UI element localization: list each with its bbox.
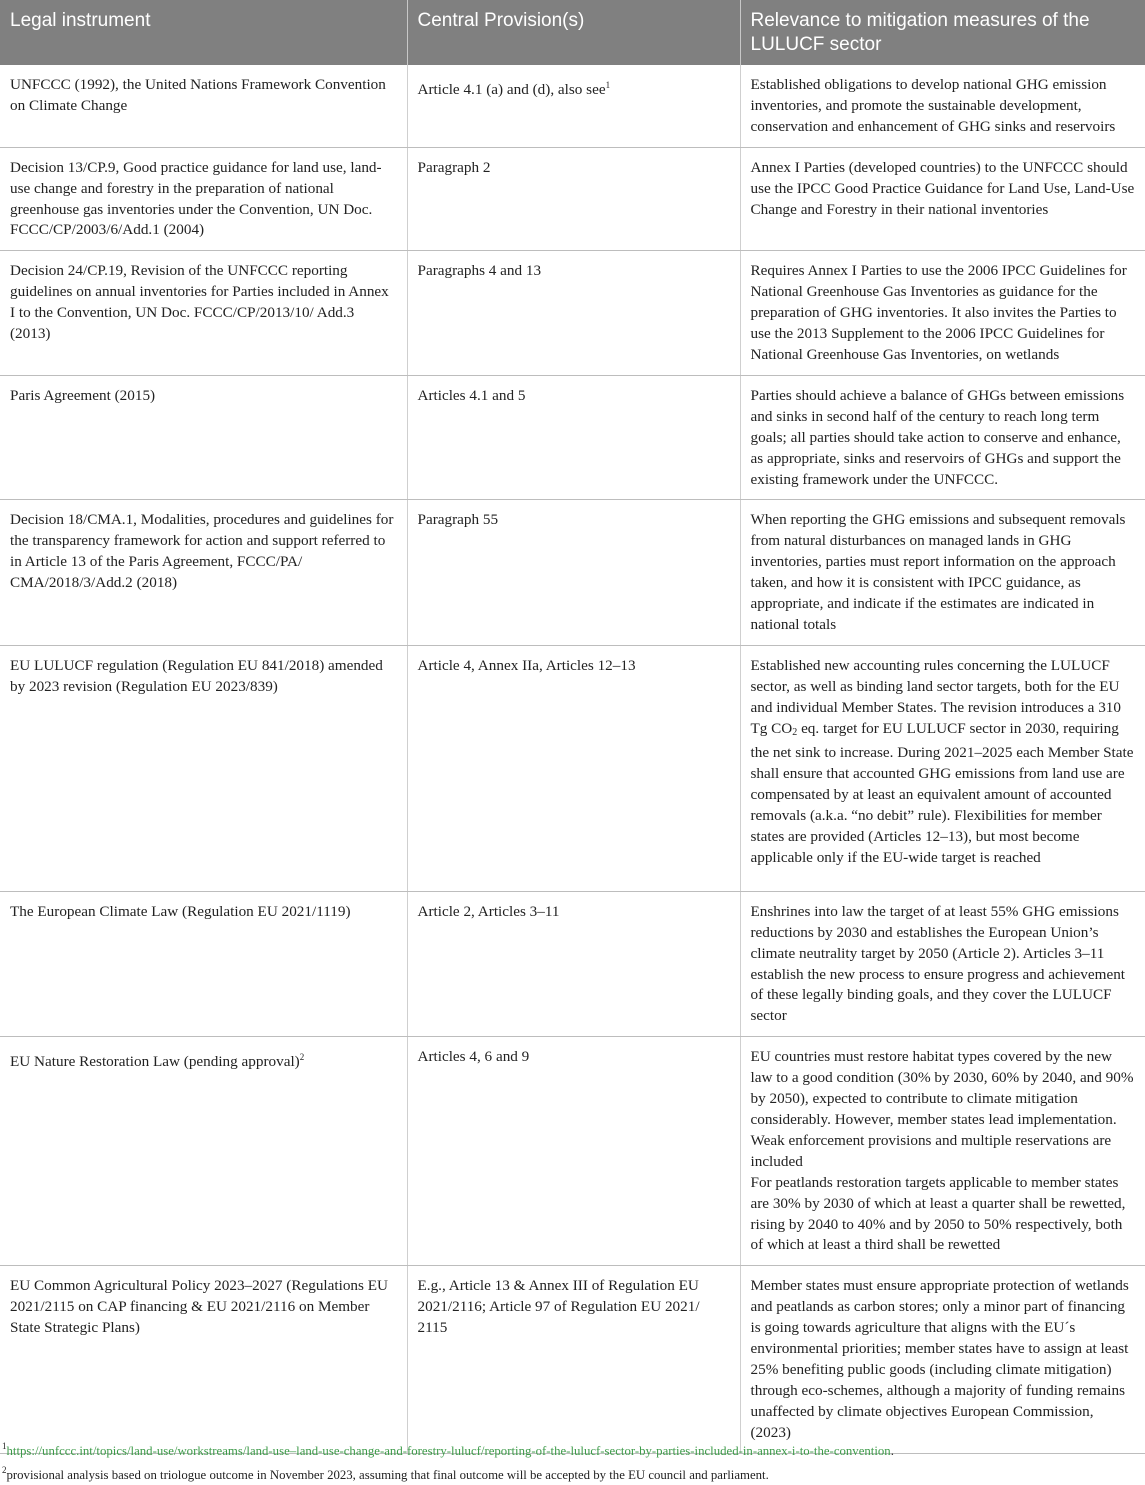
relevance-paragraph: EU countries must restore habitat types covered by the new law to a good condition (30% by 2030, 60% by 2040, and 90% by 2050), expected to contribute to climate mitigation considerably. However, member states lead implementation. Weak enforcement provisions and multiple reservations are included <box>750 1048 1134 1170</box>
relevance-text: Established new accounting rules concerning the LULUCF sector, as well as binding land sector targets, both for the EU and individual Member States. The revision introduces a 310 Tg CO <box>750 656 1121 737</box>
cell-provision: Article 4, Annex IIa, Articles 12–13 <box>407 645 740 891</box>
cell-instrument: EU Common Agricultural Policy 2023–2027 (Regulations EU 2021/2115 on CAP financing & EU 2021/2116 on Member State Strategic Plans) <box>0 1266 407 1453</box>
cell-instrument: The European Climate Law (Regulation EU 2021/1119) <box>0 891 407 1036</box>
footnote-mark: 1 <box>2 1441 7 1451</box>
table-row <box>0 375 1145 500</box>
cell-instrument <box>0 1037 407 1266</box>
relevance-text-cont: eq. target for EU LULUCF sector in 2030, requiring the net sink to increase. During 2021–2025 each Member State shall ensure that accounted GHG emissions from land use are compensated by at least an equivalent amount of accounted removals (a.k.a. “no debit” rule). Flexibilities for member states are provided (Articles 12–13), but most become applicable only if the EU-wide target is reached <box>750 719 1134 866</box>
cell-provision: Articles 4, 6 and 9 <box>407 1037 740 1266</box>
cell-instrument: UNFCCC (1992), the United Nations Framework Convention on Climate Change <box>0 65 407 147</box>
cell-relevance: Enshrines into law the target of at least 55% GHG emissions reductions by 2030 and establishes the European Union’s climate neutrality target by 2050 (Article 2). Articles 3–11 establish the new process to ensure progress and achievement of these legally binding goals, and they cover the LULUCF sector <box>740 891 1145 1036</box>
table-row <box>0 645 1145 891</box>
table-row <box>0 1037 1145 1266</box>
cell-provision: Article 2, Articles 3–11 <box>407 891 740 1036</box>
cell-instrument: Paris Agreement (2015) <box>0 375 407 500</box>
cell-instrument: Decision 24/CP.19, Revision of the UNFCCC reporting guidelines on annual inventories for Parties included in Annex I to the Convention, UN Doc. FCCC/CP/2013/10/ Add.3 (2013) <box>0 251 407 376</box>
footnote-2 <box>0 1461 1145 1485</box>
cell-provision: Paragraph 55 <box>407 500 740 645</box>
cell-instrument: Decision 13/CP.9, Good practice guidance for land use, land-use change and forestry in the preparation of national greenhouse gas inventories under the Convention, UN Doc. FCCC/CP/2003/6/Add.1 (2004) <box>0 147 407 251</box>
header-relevance: Relevance to mitigation measures of the LULUCF sector <box>740 0 1145 65</box>
table-row <box>0 65 1145 147</box>
footnote-ref: 1 <box>605 80 611 90</box>
relevance-paragraph-peatlands: For peatlands restoration targets applicable to member states are 30% by 2030 of which at least a quarter shall be rewetted, rising by 2040 to 40% and by 2050 to 50% respectively, both of which at least a third shall be rewetted <box>750 1173 1126 1254</box>
footnote-period: . <box>890 1444 894 1458</box>
footnote-mark: 2 <box>2 1465 7 1475</box>
cell-relevance: When reporting the GHG emissions and subsequent removals from natural disturbances on managed lands in GHG inventories, parties must report information on the approach taken, and how it is consistent with IPCC guidance, as appropriate, and indicate if the estimates are indicated in national totals <box>740 500 1145 645</box>
table-row <box>0 147 1145 251</box>
cell-relevance: Established obligations to develop national GHG emission inventories, and promote the sustainable development, conservation and enhancement of GHG sinks and reservoirs <box>740 65 1145 147</box>
cell-relevance: Annex I Parties (developed countries) to the UNFCCC should use the IPCC Good Practice Guidance for Land Use, Land-Use Change and Forestry in their national inventories <box>740 147 1145 251</box>
table-row <box>0 251 1145 376</box>
cell-relevance: Parties should achieve a balance of GHGs between emissions and sinks in second half of the century to reach long term goals; all parties should take action to conserve and enhance, as appropriate, sinks and reservoirs of GHGs and support the existing framework under the UNFCCC. <box>740 375 1145 500</box>
subscript-two: 2 <box>792 726 798 738</box>
header-legal-instrument: Legal instrument <box>0 0 407 65</box>
header-central-provisions: Central Provision(s) <box>407 0 740 65</box>
cell-provision: E.g., Article 13 & Annex III of Regulation EU 2021/2116; Article 97 of Regulation EU 2021/ 2115 <box>407 1266 740 1453</box>
cell-provision <box>407 65 740 147</box>
cell-provision: Paragraphs 4 and 13 <box>407 251 740 376</box>
footnote-link[interactable]: https://unfccc.int/topics/land-use/workstreams/land-use–land-use-change-and-forestry-lulucf/reporting-of-the-lulucf-sector-by-parties-included-in-annex-i-to-the-convention <box>6 1444 891 1458</box>
cell-instrument: EU LULUCF regulation (Regulation EU 841/2018) amended by 2023 revision (Regulation EU 2023/839) <box>0 645 407 891</box>
cell-provision: Articles 4.1 and 5 <box>407 375 740 500</box>
table-row <box>0 891 1145 1036</box>
footnotes <box>0 1437 1145 1485</box>
cell-relevance <box>740 645 1145 891</box>
footnote-ref: 2 <box>299 1052 305 1063</box>
cell-instrument: Decision 18/CMA.1, Modalities, procedures and guidelines for the transparency framework for action and support referred to in Article 13 of the Paris Agreement, FCCC/PA/ CMA/2018/3/Add.2 (2018) <box>0 500 407 645</box>
table-row <box>0 500 1145 645</box>
provision-text: Article 4.1 (a) and (d), also see <box>417 81 606 98</box>
table-row <box>0 1266 1145 1453</box>
footnote-text: provisional analysis based on triologue outcome in November 2023, assuming that final outcome will be accepted by the EU council and parliament. <box>6 1468 769 1482</box>
table-header-row <box>0 0 1145 65</box>
instrument-text: EU Nature Restoration Law (pending approval) <box>10 1053 300 1071</box>
cell-provision: Paragraph 2 <box>407 147 740 251</box>
footnote-1 <box>0 1437 1145 1461</box>
cell-relevance: Member states must ensure appropriate protection of wetlands and peatlands as carbon stores; only a minor part of financing is going towards agriculture that aligns with the EU´s environmental priorities; member states have to assign at least 25% benefiting public goods (including climate mitigation) through eco-schemes, although a majority of funding remains unaffected by climate objectives European Commission, (2023) <box>740 1266 1145 1453</box>
cell-relevance <box>740 1037 1145 1266</box>
cell-relevance: Requires Annex I Parties to use the 2006 IPCC Guidelines for National Greenhouse Gas Inventories as guidance for the preparation of GHG inventories. It also invites the Parties to use the 2013 Supplement to the 2006 IPCC Guidelines for National Greenhouse Gas Inventories, on wetlands <box>740 251 1145 376</box>
